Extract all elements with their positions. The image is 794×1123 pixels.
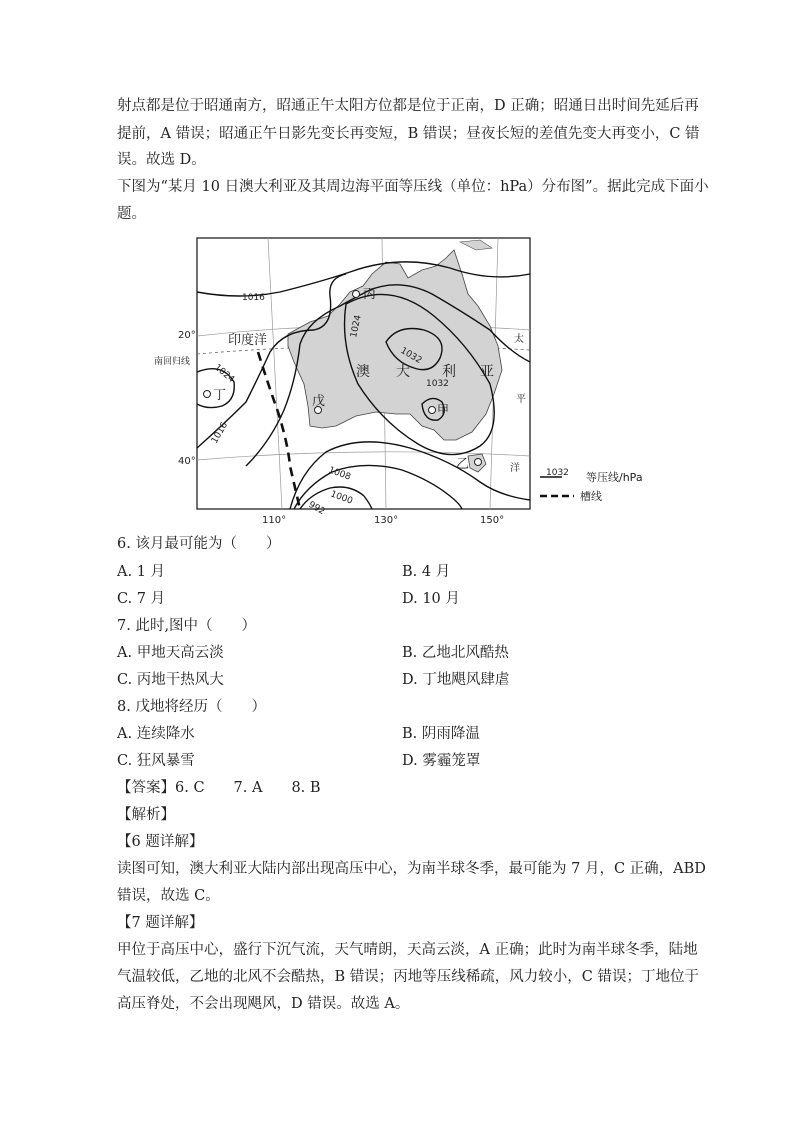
detail6-heading: 【6 题详解】	[117, 834, 204, 850]
label-da: 大	[396, 364, 410, 380]
isobar-map-figure	[150, 234, 650, 529]
q8-option-d: D. 雾霾笼罩	[402, 753, 481, 769]
q6-option-a: A. 1 月	[117, 564, 166, 580]
label-tai: 太	[514, 334, 524, 345]
label-ao: 澳	[356, 364, 370, 380]
label-li: 利	[442, 364, 456, 380]
isobar-label-1024-ding: 1024	[212, 362, 237, 386]
detail7-line-3: 高压脊处，不会出现飓风，D 错误。故选 A。	[117, 996, 410, 1012]
label-yinduyang: 印度洋	[228, 333, 268, 348]
detail7-heading: 【7 题详解】	[117, 915, 204, 931]
q6-option-b: B. 4 月	[402, 564, 451, 580]
prev-explanation-line-3: 误。故选 D。	[117, 152, 206, 168]
isobar-label-992: 992	[306, 499, 327, 518]
answer-line: 【答案】6. C 7. A 8. B	[117, 780, 321, 796]
lat-label-tropic: 南回归线	[154, 357, 191, 367]
label-ya: 亚	[480, 364, 494, 380]
q7-option-d: D. 丁地飓风肆虐	[402, 672, 510, 688]
intro-line-2: 题。	[117, 206, 146, 222]
q7-option-b: B. 乙地北风酷热	[402, 645, 509, 661]
legend-isobar-label: 等压线/hPa	[586, 471, 643, 484]
map-legend	[540, 468, 643, 503]
isobar-label-1024-inner: 1024	[349, 314, 364, 339]
detail7-line-2: 气温较低，乙地的北风不会酷热，B 错误；丙地等压线稀疏，风力较小，C 错误；丁地位于	[117, 969, 699, 985]
lon-label-130: 130°	[374, 515, 399, 526]
q8-stem: 8. 戊地将经历（ ）	[117, 699, 266, 715]
isobar-label-1008: 1008	[326, 465, 352, 483]
label-jia: 甲	[437, 403, 450, 417]
isobar-label-1032-north: 1032	[398, 345, 424, 367]
prev-explanation-line-2: 提前，A 错误；昭通正午日影先变长再变短，B 错误；昼夜长短的差值先变大再变小，C 错	[117, 126, 700, 142]
q8-option-c: C. 狂风暴雪	[117, 753, 195, 769]
isobar-label-1016-west: 1016	[209, 420, 231, 446]
lat-label-20: 20°	[178, 330, 196, 341]
label-wu: 戊	[312, 394, 326, 409]
legend-isobar-value: 1032	[546, 468, 569, 478]
q7-stem: 7. 此时,图中（ ）	[117, 618, 257, 634]
q7-option-a: A. 甲地天高云淡	[117, 645, 224, 661]
q8-option-a: A. 连续降水	[117, 726, 195, 742]
analysis-heading: 【解析】	[117, 807, 175, 823]
prev-explanation-line-1: 射点都是位于昭通南方，昭通正午太阳方位都是位于正南，D 正确；昭通日出时间先延后再	[117, 98, 699, 114]
label-yi: 乙	[456, 457, 470, 472]
label-ping: 平	[516, 394, 526, 405]
label-bing: 丙	[363, 287, 377, 302]
detail6-line-1: 读图可知，澳大利亚大陆内部出现高压中心，为南半球冬季，最可能为 7 月，C 正确，ABD	[117, 861, 706, 877]
label-ding: 丁	[213, 388, 227, 403]
intro-line-1: 下图为“某月 10 日澳大利亚及其周边海平面等压线（单位：hPa）分布图”。据此完成下面小	[117, 179, 709, 195]
lon-label-150: 150°	[480, 515, 505, 526]
detail6-line-2: 错误，故选 C。	[117, 888, 220, 904]
q6-option-d: D. 10 月	[402, 591, 460, 607]
label-yang: 洋	[510, 463, 520, 474]
isobar-label-1016-north: 1016	[242, 293, 265, 303]
lon-label-110: 110°	[262, 515, 287, 526]
q8-option-b: B. 阴雨降温	[402, 726, 480, 742]
legend-trough-label: 槽线	[580, 490, 602, 503]
detail7-line-1: 甲位于高压中心，盛行下沉气流，天气晴朗，天高云淡，A 正确；此时为南半球冬季，陆地	[117, 942, 698, 958]
q6-stem: 6. 该月最可能为（ ）	[117, 536, 281, 552]
isobar-label-1032-jia: 1032	[426, 379, 449, 389]
isobar-label-1000: 1000	[328, 489, 354, 507]
lat-label-40: 40°	[178, 456, 196, 467]
q6-option-c: C. 7 月	[117, 591, 166, 607]
q7-option-c: C. 丙地干热风大	[117, 672, 224, 688]
